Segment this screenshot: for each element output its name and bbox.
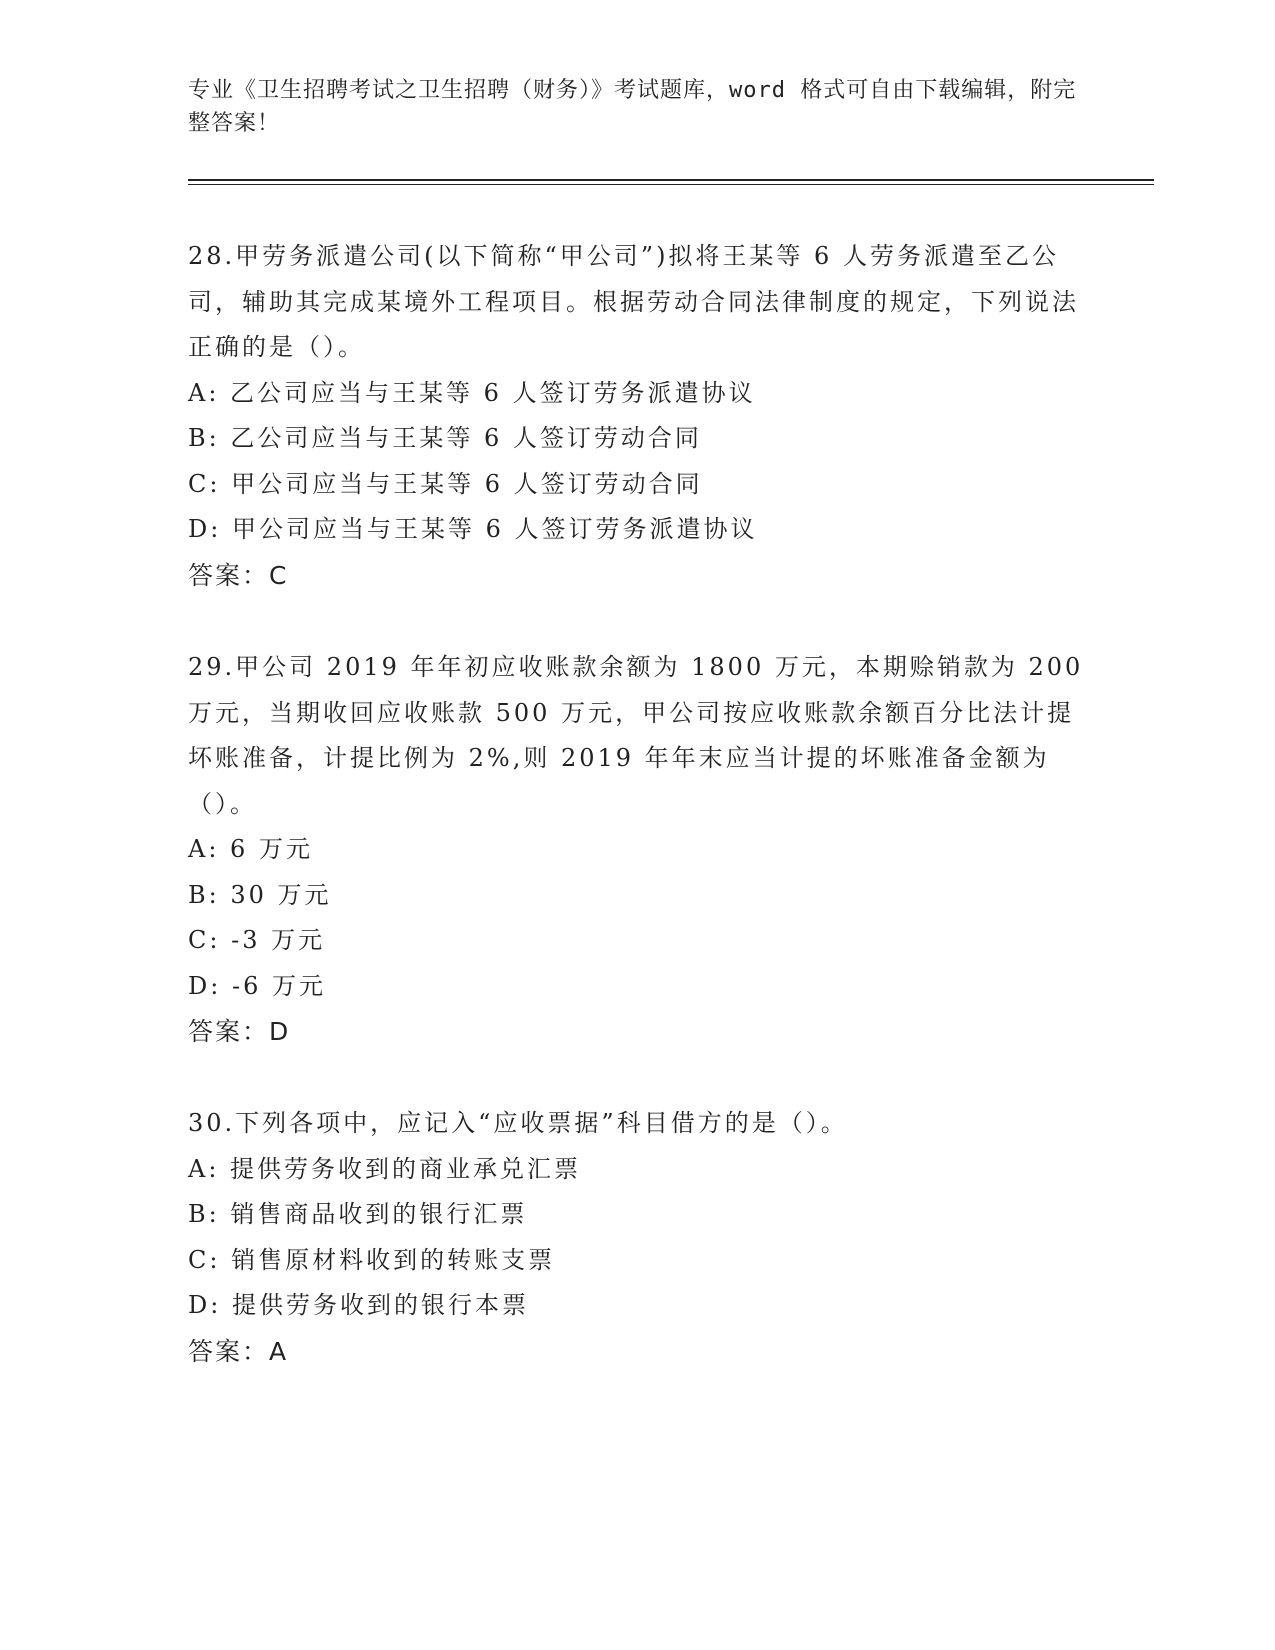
- option-b: B: 乙公司应当与王某等 6 人签订劳动合同: [188, 424, 702, 452]
- question-30: [188, 1101, 1088, 1374]
- option-a: A: 乙公司应当与王某等 6 人签订劳务派遣协议: [188, 378, 756, 407]
- question-28: [188, 234, 1088, 598]
- answer: 答案：A: [188, 1336, 289, 1366]
- option-c: C: 销售原材料收到的转账支票: [188, 1245, 556, 1274]
- question-stem: 29.甲公司 2019 年年初应收账款余额为 1800 万元，本期赊销款为 200 万元，当期收回应收账款 500 万元，甲公司按应收账款余额百分比法计提坏账准备，计提比例为 2%,则 2019 年年末应当计提的坏账准备金额为（）。: [188, 653, 1094, 818]
- option-a: A: 提供劳务收到的商业承兑汇票: [188, 1154, 582, 1183]
- header-divider-top: [188, 179, 1154, 181]
- option-d: D: 甲公司应当与王某等 6 人签订劳务派遣协议: [188, 515, 758, 543]
- document-header: 专业《卫生招聘考试之卫生招聘（财务）》考试题库，word 格式可自由下载编辑，附完整答案！: [188, 78, 1077, 136]
- option-c: C: 甲公司应当与王某等 6 人签订劳动合同: [188, 469, 703, 498]
- option-c: C: -3 万元: [188, 926, 326, 954]
- option-a: A: 6 万元: [188, 835, 313, 863]
- question-29: [188, 645, 1094, 1055]
- header-divider-bottom: [188, 184, 1154, 185]
- question-stem: 28.甲劳务派遣公司(以下简称“甲公司”)拟将王某等 6 人劳务派遣至乙公司，辅助其完成某境外工程项目。根据劳动合同法律制度的规定，下列说法正确的是（）。: [188, 242, 1079, 361]
- option-d: D: 提供劳务收到的银行本票: [188, 1291, 529, 1319]
- option-b: B: 销售商品收到的银行汇票: [188, 1200, 528, 1228]
- option-b: B: 30 万元: [188, 880, 332, 909]
- answer: 答案：D: [188, 1017, 291, 1046]
- question-stem: 30.下列各项中，应记入“应收票据”科目借方的是（）。: [188, 1109, 848, 1137]
- option-d: D: -6 万元: [188, 971, 326, 1000]
- answer: 答案：C: [188, 560, 289, 590]
